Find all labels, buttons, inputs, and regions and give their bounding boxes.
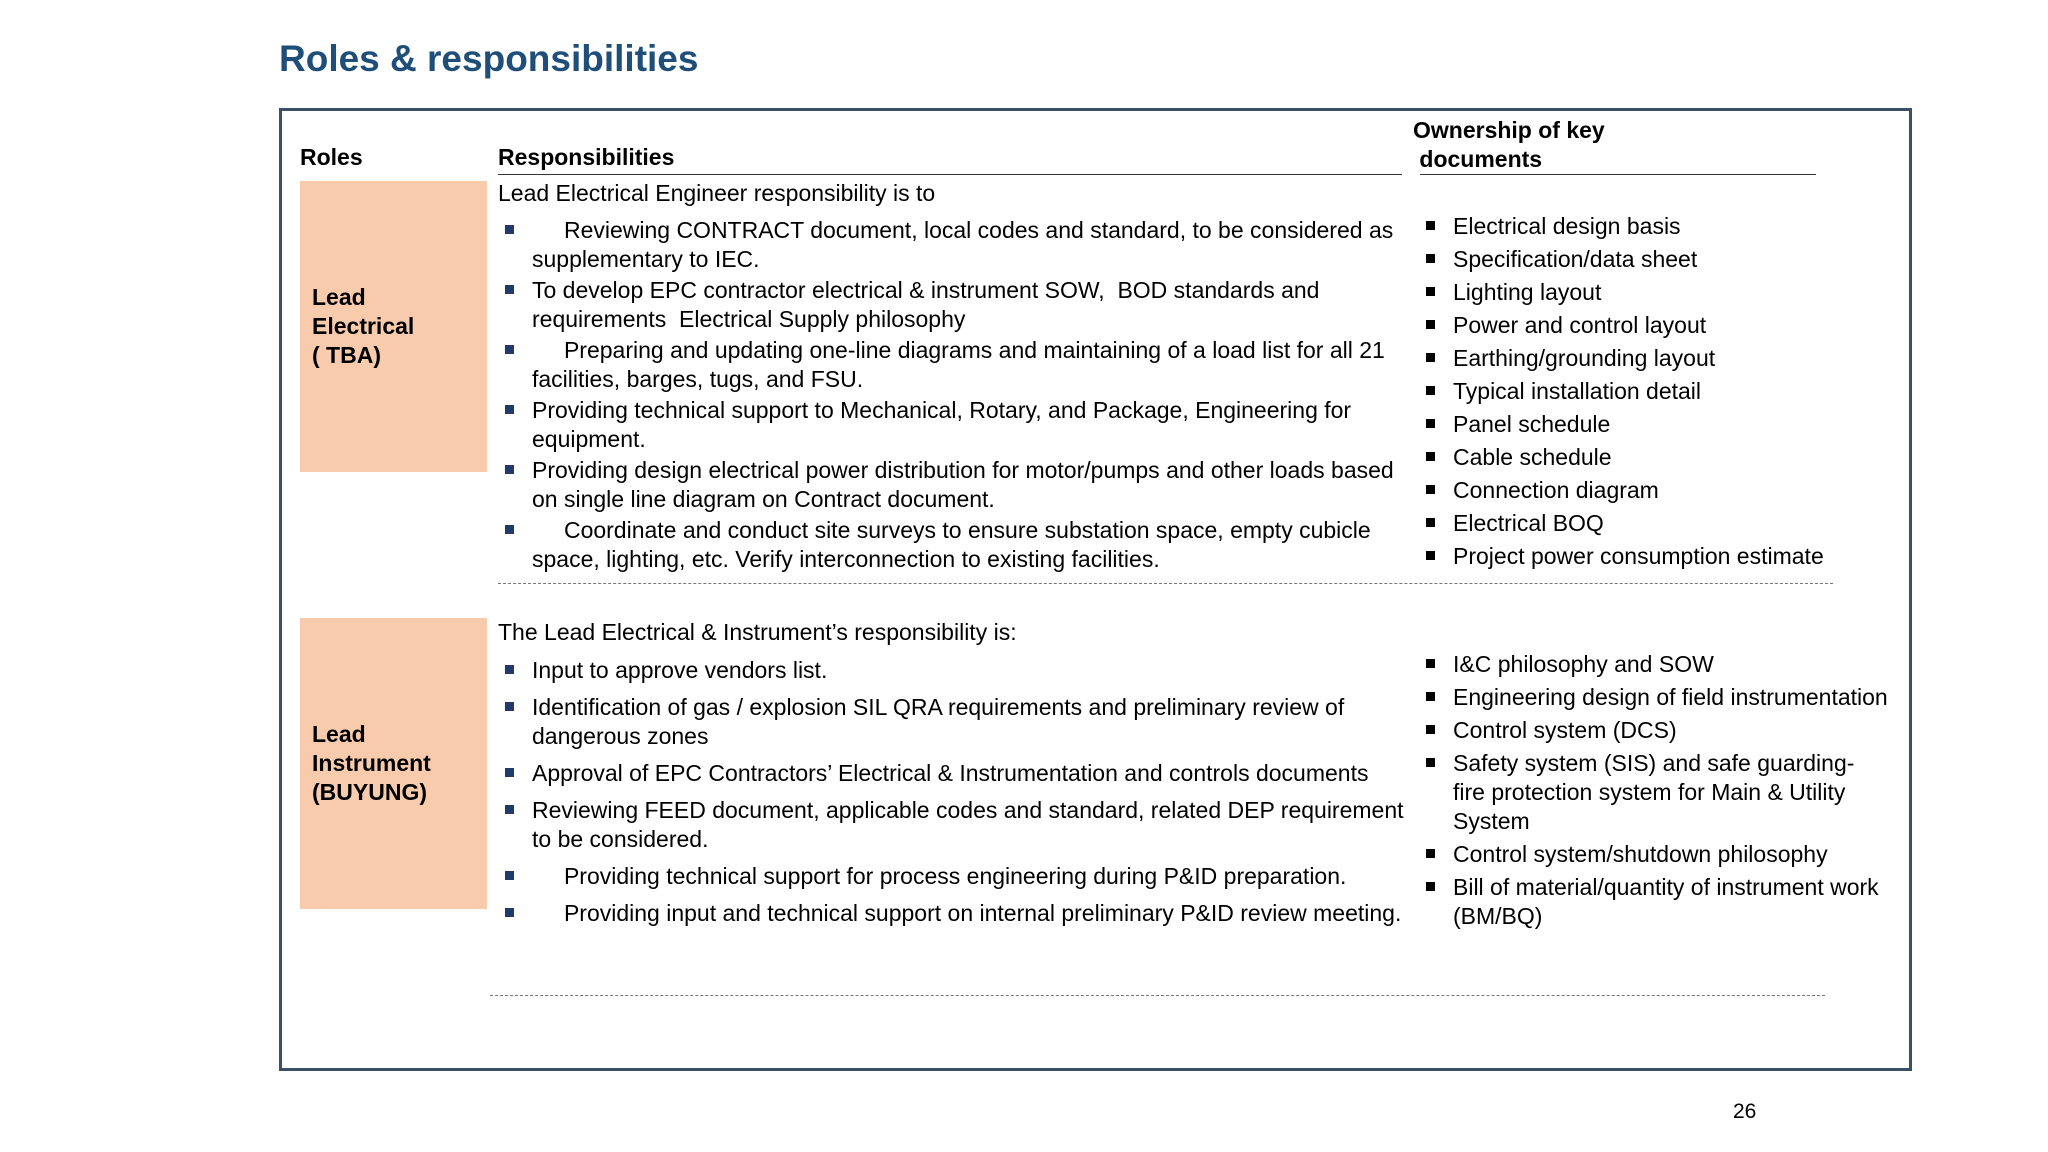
responsibility-list-electrical — [498, 216, 1418, 576]
list-item — [498, 656, 1418, 685]
square-bullet-icon — [1426, 758, 1435, 767]
list-item — [498, 456, 1418, 514]
list-item-text: Providing input and technical support on internal preliminary P&ID review meeting. — [532, 900, 1402, 926]
list-item-text: Panel schedule — [1453, 411, 1611, 437]
list-item-text: Connection diagram — [1453, 477, 1659, 503]
list-item — [498, 862, 1418, 891]
document-list-electrical — [1419, 212, 1879, 575]
square-bullet-icon — [1426, 452, 1435, 461]
square-bullet-icon — [505, 768, 514, 777]
list-item-text: Providing technical support to Mechanical, Rotary, and Package, Engineering for equipment. — [532, 397, 1358, 452]
list-item — [498, 216, 1418, 274]
list-item-text: Reviewing CONTRACT document, local codes and standard, to be considered as supplementary to IEC. — [532, 217, 1400, 272]
role-name-line: Lead — [312, 721, 366, 747]
list-item — [1419, 410, 1879, 439]
role-name-line: Instrument — [312, 750, 431, 776]
role-box-lead-instrument — [300, 618, 487, 909]
list-item-text: I&C philosophy and SOW — [1453, 651, 1714, 677]
responsibility-intro: Lead Electrical Engineer responsibility is to — [498, 180, 936, 206]
square-bullet-icon — [505, 871, 514, 880]
list-item — [1419, 542, 1879, 571]
square-bullet-icon — [505, 908, 514, 917]
list-item — [1419, 716, 1889, 745]
square-bullet-icon — [1426, 849, 1435, 858]
list-item — [1419, 212, 1879, 241]
square-bullet-icon — [1426, 386, 1435, 395]
list-item — [498, 336, 1418, 394]
list-item-text: Control system (DCS) — [1453, 717, 1677, 743]
square-bullet-icon — [1426, 254, 1435, 263]
list-item-text: Lighting layout — [1453, 279, 1602, 305]
list-item-text: Providing technical support for process engineering during P&ID preparation. — [532, 863, 1347, 889]
list-item — [1419, 377, 1879, 406]
square-bullet-icon — [1426, 659, 1435, 668]
square-bullet-icon — [1426, 518, 1435, 527]
ownership-header — [1413, 116, 1605, 174]
list-item-text: Preparing and updating one-line diagrams and maintaining of a load list for all 21 facilities, barges, tugs, and FSU. — [532, 337, 1392, 392]
square-bullet-icon — [505, 805, 514, 814]
list-item-text: Safety system (SIS) and safe guarding- fire protection system for Main & Utility System — [1453, 750, 1855, 834]
square-bullet-icon — [505, 702, 514, 711]
square-bullet-icon — [1426, 221, 1435, 230]
square-bullet-icon — [1426, 320, 1435, 329]
list-item-text: Engineering design of field instrumentation — [1453, 684, 1888, 710]
list-item — [498, 693, 1418, 751]
square-bullet-icon — [505, 345, 514, 354]
role-name — [312, 283, 414, 370]
square-bullet-icon — [505, 525, 514, 534]
list-item-text: Typical installation detail — [1453, 378, 1702, 404]
list-item — [498, 759, 1418, 788]
section-divider — [498, 583, 1833, 584]
list-item-text: Providing design electrical power distribution for motor/pumps and other loads based on single line diagram on Contract document. — [532, 457, 1401, 512]
list-item — [1419, 650, 1889, 679]
list-item-text: Project power consumption estimate — [1453, 543, 1824, 569]
square-bullet-icon — [505, 405, 514, 414]
square-bullet-icon — [1426, 485, 1435, 494]
role-box-lead-electrical — [300, 181, 487, 472]
list-item-text: Electrical BOQ — [1453, 510, 1604, 536]
square-bullet-icon — [1426, 692, 1435, 701]
square-bullet-icon — [1426, 419, 1435, 428]
section-divider — [490, 995, 1825, 996]
list-item-text: To develop EPC contractor electrical & instrument SOW, BOD standards and requirements Electrical Supply philosophy — [532, 277, 1326, 332]
list-item-text: Electrical design basis — [1453, 213, 1681, 239]
responsibilities-header-rule — [498, 174, 1402, 175]
ownership-header-rule — [1420, 174, 1816, 175]
page-number: 26 — [1733, 1100, 1757, 1123]
square-bullet-icon — [505, 665, 514, 674]
page-title: Roles & responsibilities — [279, 38, 699, 79]
square-bullet-icon — [505, 285, 514, 294]
square-bullet-icon — [1426, 725, 1435, 734]
ownership-header-line2: documents — [1413, 146, 1543, 172]
list-item — [1419, 683, 1889, 712]
square-bullet-icon — [505, 465, 514, 474]
responsibilities-header: Responsibilities — [498, 144, 675, 170]
list-item — [498, 396, 1418, 454]
list-item-text: Cable schedule — [1453, 444, 1612, 470]
list-item — [498, 516, 1418, 574]
role-name-line: Lead — [312, 284, 366, 310]
list-item — [1419, 749, 1889, 836]
square-bullet-icon — [1426, 353, 1435, 362]
list-item — [1419, 344, 1879, 373]
square-bullet-icon — [505, 225, 514, 234]
list-item — [1419, 443, 1879, 472]
list-item-text: Earthing/grounding layout — [1453, 345, 1716, 371]
list-item-text: Coordinate and conduct site surveys to ensure substation space, empty cubicle space, lighting, etc. Verify interconnection to existing facilities. — [532, 517, 1378, 572]
list-item-text: Specification/data sheet — [1453, 246, 1698, 272]
list-item-text: Control system/shutdown philosophy — [1453, 841, 1828, 867]
ownership-header-line1: Ownership of key — [1413, 117, 1605, 143]
responsibility-list-instrument — [498, 656, 1418, 936]
square-bullet-icon — [1426, 287, 1435, 296]
square-bullet-icon — [1426, 882, 1435, 891]
list-item-text: Power and control layout — [1453, 312, 1707, 338]
list-item-text: Input to approve vendors list. — [532, 657, 828, 683]
list-item — [1419, 873, 1889, 931]
list-item — [1419, 509, 1879, 538]
list-item — [498, 276, 1418, 334]
list-item-text: Approval of EPC Contractors’ Electrical & Instrumentation and controls documents — [532, 760, 1369, 786]
list-item — [1419, 278, 1879, 307]
list-item — [498, 796, 1418, 854]
square-bullet-icon — [1426, 551, 1435, 560]
role-name-line: ( TBA) — [312, 342, 381, 368]
list-item-text: Bill of material/quantity of instrument work (BM/BQ) — [1453, 874, 1879, 929]
role-name-line: (BUYUNG) — [312, 779, 427, 805]
document-list-instrument — [1419, 650, 1889, 935]
list-item — [1419, 476, 1879, 505]
role-name-line: Electrical — [312, 313, 415, 339]
list-item-text: Identification of gas / explosion SIL QRA requirements and preliminary review of dangerous zones — [532, 694, 1351, 749]
responsibility-intro: The Lead Electrical & Instrument’s responsibility is: — [498, 619, 1017, 645]
roles-header: Roles — [300, 144, 363, 170]
list-item — [1419, 311, 1879, 340]
list-item-text: Reviewing FEED document, applicable codes and standard, related DEP requirement to be considered. — [532, 797, 1410, 852]
role-name — [312, 720, 431, 807]
list-item — [498, 899, 1418, 928]
list-item — [1419, 245, 1879, 274]
list-item — [1419, 840, 1889, 869]
